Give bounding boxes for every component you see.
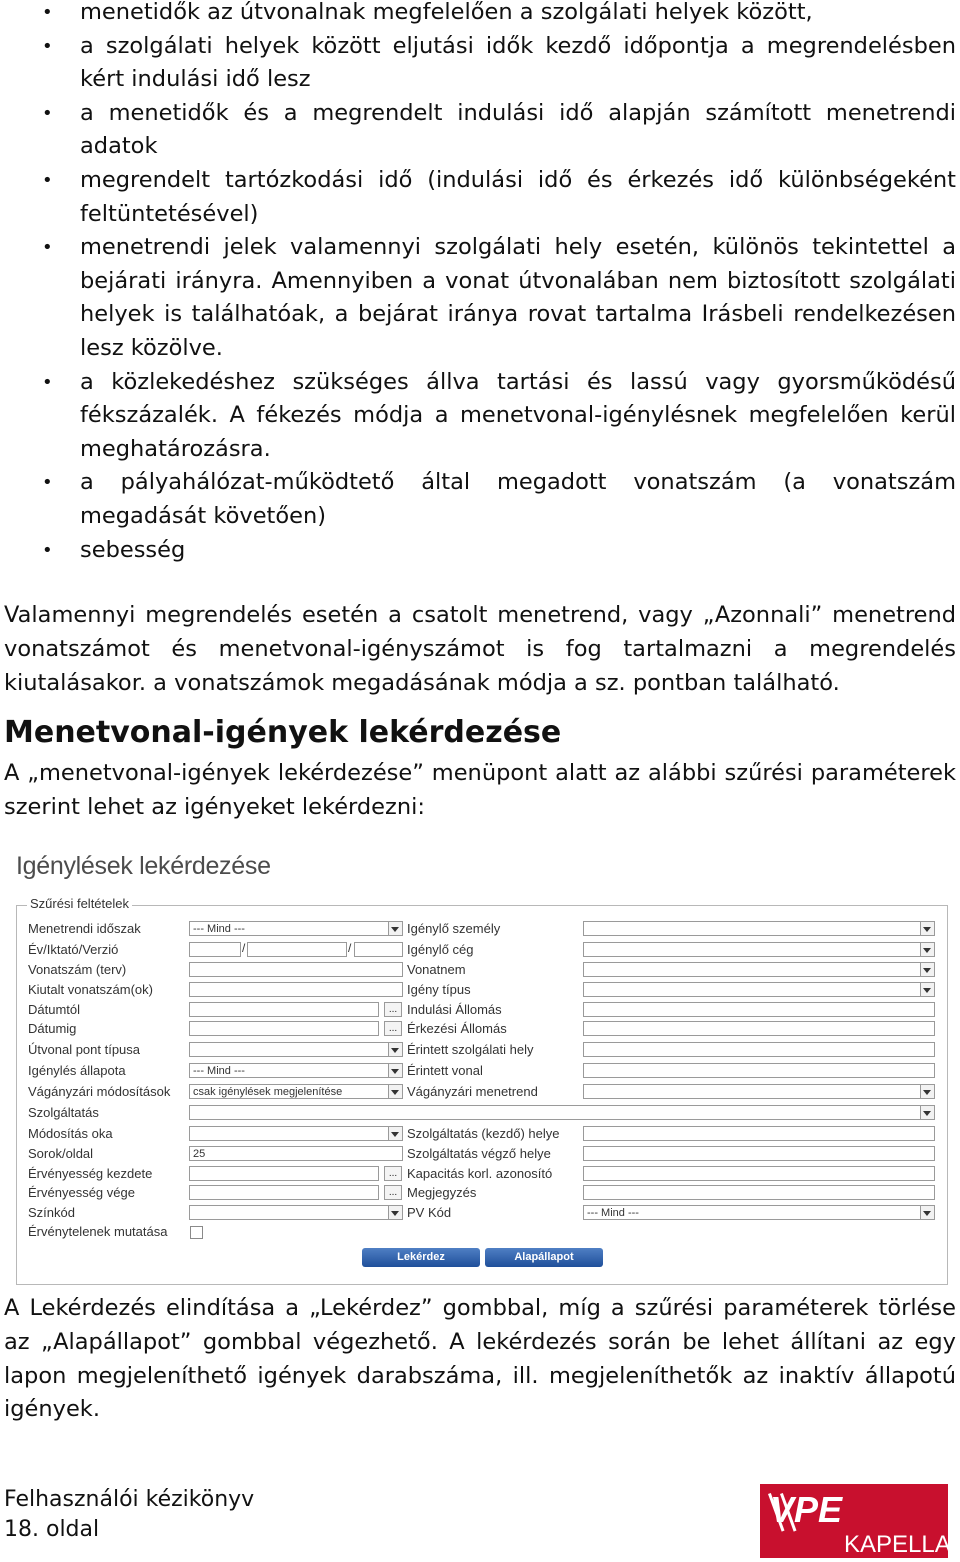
capacity-restriction-id-input[interactable] <box>583 1166 935 1181</box>
paragraph-query-help: A Lekérdezés elindítása a „Lekérdez” gombbal, míg a szűrési paraméterek törlése az „Alapállapot” gombbal végezhető. A lekérdezés során be lehet állítani az egy lapon megjeleníthető igények darabszáma, ill. megjeleníthetők az inaktív állapotú igények. <box>4 1295 956 1423</box>
logo-vpe-text: VPE <box>770 1489 843 1530</box>
label-request-type: Igény típus <box>407 982 471 997</box>
list-item: • a menetidők és a megrendelt indulási idő alapján számított menetrendi adatok <box>4 97 956 164</box>
logo-kapella-text: KAPELLA <box>844 1531 948 1558</box>
affected-location-input[interactable] <box>583 1042 935 1057</box>
allocated-train-number-input[interactable] <box>189 982 403 997</box>
service-select[interactable] <box>189 1105 935 1120</box>
label-timetable-period: Menetrendi időszak <box>28 921 141 936</box>
version-input[interactable] <box>354 942 403 957</box>
validity-end-input[interactable] <box>189 1185 379 1200</box>
label-allocated-train-number: Kiutalt vonatszám(ok) <box>28 982 153 997</box>
service-start-place-input[interactable] <box>583 1126 935 1141</box>
label-service-start-place: Szolgáltatás (kezdő) helye <box>407 1126 560 1141</box>
train-number-input[interactable] <box>189 962 403 977</box>
label-train-number: Vonatszám (terv) <box>28 962 127 977</box>
change-reason-select[interactable] <box>189 1126 403 1141</box>
label-possession-changes: Vágányzári módosítások <box>28 1084 171 1099</box>
query-screenshot <box>10 850 950 1288</box>
chevron-down-icon <box>391 1132 399 1137</box>
requester-person-select[interactable] <box>583 921 935 936</box>
label-route-point-type: Útvonal pont típusa <box>28 1042 141 1057</box>
footer-manual-title: Felhasználói kézikönyv <box>4 1487 255 1512</box>
requirements-list <box>4 0 956 567</box>
chevron-down-icon <box>923 1090 931 1095</box>
list-item: • menetidők az útvonalnak megfelelően a szolgálati helyek között, <box>4 0 956 30</box>
label-date-from: Dátumtól <box>28 1002 81 1017</box>
service-end-place-input[interactable] <box>583 1146 935 1161</box>
route-point-type-select[interactable] <box>189 1042 403 1057</box>
departure-station-input[interactable] <box>583 1002 935 1017</box>
label-date-to: Dátumig <box>28 1021 77 1036</box>
label-requester-company: Igénylő cég <box>407 942 474 957</box>
chevron-down-icon <box>391 1211 399 1216</box>
list-item: • megrendelt tartózkodási idő (indulási idő és érkezés idő különbségeként feltüntetésével) <box>4 164 956 231</box>
chevron-down-icon <box>923 1211 931 1216</box>
logo-graphic <box>760 1484 948 1558</box>
date-to-picker-button[interactable]: ... <box>384 1021 402 1036</box>
validity-start-input[interactable] <box>189 1166 379 1181</box>
requester-company-select[interactable] <box>583 942 935 957</box>
label-show-invalid: Érvénytelenek mutatása <box>28 1224 168 1239</box>
train-type-select[interactable] <box>583 962 935 977</box>
label-year-ref-version: Év/Iktató/Verzió <box>28 942 119 957</box>
chevron-down-icon <box>391 1048 399 1053</box>
label-service-end-place: Szolgáltatás végző helye <box>407 1146 551 1161</box>
chevron-down-icon <box>923 1111 931 1116</box>
pv-code-select[interactable] <box>583 1205 935 1220</box>
request-status-select[interactable] <box>189 1063 403 1078</box>
query-button[interactable]: Lekérdez <box>362 1248 480 1267</box>
show-invalid-checkbox[interactable] <box>190 1226 203 1239</box>
list-item: • a szolgálati helyek között eljutási idők kezdő időpontja a megrendelésben kért indulási idő lesz <box>4 30 956 97</box>
screenshot-title: Igénylések lekérdezése <box>16 852 271 880</box>
label-rows-per-page: Sorok/oldal <box>28 1146 94 1161</box>
possession-timetable-select[interactable] <box>583 1084 935 1099</box>
date-from-picker-button[interactable]: ... <box>384 1002 402 1017</box>
chevron-down-icon <box>923 988 931 993</box>
color-code-select[interactable] <box>189 1205 403 1220</box>
label-requester-person: Igénylő személy <box>407 921 501 936</box>
footer-page-number: 18. oldal <box>4 1517 100 1542</box>
validity-end-picker-button[interactable]: ... <box>384 1185 402 1200</box>
label-service: Szolgáltatás <box>28 1105 99 1120</box>
arrival-station-input[interactable] <box>583 1021 935 1036</box>
reference-input[interactable] <box>247 942 347 957</box>
request-status-value: --- Mind --- <box>193 1065 245 1077</box>
list-item: • menetrendi jelek valamennyi szolgálati hely esetén, különös tekintettel a bejárati irányra. Amennyiben a vonat útvonalában nem biztosított szolgálati helyek is találhatóak, a bejárat iránya rovat tartalma Irásbeli rendelkezésen lesz közölve. <box>4 231 956 365</box>
chevron-down-icon <box>391 927 399 932</box>
chevron-down-icon <box>923 927 931 932</box>
note-input[interactable] <box>583 1185 935 1200</box>
list-item: • sebesség <box>4 534 956 568</box>
rows-per-page-input[interactable] <box>189 1146 403 1161</box>
label-affected-line: Érintett vonal <box>407 1063 483 1078</box>
paragraph-intro: A „menetvonal-igények lekérdezése” menüpont alatt az alábbi szűrési paraméterek szerint lehet az igényeket lekérdezni: <box>4 760 956 821</box>
affected-line-input[interactable] <box>583 1063 935 1078</box>
list-item: • a pályahálózat-működtető által megadott vonatszám (a vonatszám megadását követően) <box>4 466 956 533</box>
rows-per-page-value: 25 <box>193 1148 206 1160</box>
filter-legend: Szűrési feltételek <box>27 896 132 911</box>
possession-changes-select[interactable] <box>189 1084 403 1099</box>
label-arrival-station: Érkezési Állomás <box>407 1021 507 1036</box>
separator-slash: / <box>242 941 246 955</box>
label-pv-code: PV Kód <box>407 1205 452 1220</box>
label-note: Megjegyzés <box>407 1185 477 1200</box>
date-to-input[interactable] <box>189 1021 379 1036</box>
label-request-status: Igénylés állapota <box>28 1063 126 1078</box>
chevron-down-icon <box>923 948 931 953</box>
separator-slash: / <box>348 941 352 955</box>
filter-panel <box>16 896 948 1285</box>
paragraph-train-numbers: Valamennyi megrendelés esetén a csatolt menetrend, vagy „Azonnali” menetrend vonatszámot és menetvonal-igényszámot is fog tartalmazni a megrendelés kiutalásakor. a vonatszámok megadásának módja a sz. pontban található. <box>4 602 956 696</box>
date-from-input[interactable] <box>189 1002 379 1017</box>
document-body <box>4 0 956 825</box>
chevron-down-icon <box>391 1069 399 1074</box>
validity-start-picker-button[interactable]: ... <box>384 1166 402 1181</box>
chevron-down-icon <box>391 1090 399 1095</box>
label-departure-station: Indulási Állomás <box>407 1002 502 1017</box>
list-item: • a közlekedéshez szükséges állva tartási és lassú vagy gyorsműködésű fékszázalék. A fékezés módja a menetvonal-igénylésnek megfelelően kerül meghatározásra. <box>4 366 956 467</box>
request-type-select[interactable] <box>583 982 935 997</box>
label-color-code: Színkód <box>28 1205 75 1220</box>
label-train-type: Vonatnem <box>407 962 466 977</box>
chevron-down-icon <box>923 968 931 973</box>
label-validity-end: Érvényesség vége <box>28 1185 135 1200</box>
possession-changes-value: csak igénylések megjelenítése <box>193 1086 343 1098</box>
pv-code-value: --- Mind --- <box>587 1207 639 1219</box>
timetable-period-value: --- Mind --- <box>193 923 245 935</box>
section-heading: Menetvonal-igények lekérdezése <box>4 715 562 751</box>
label-affected-location: Érintett szolgálati hely <box>407 1042 534 1057</box>
vpe-kapella-logo <box>760 1484 948 1558</box>
reset-button[interactable]: Alapállapot <box>485 1248 603 1267</box>
year-input[interactable] <box>189 942 241 957</box>
timetable-period-select[interactable] <box>189 921 403 936</box>
label-capacity-restriction-id: Kapacitás korl. azonosító <box>407 1166 553 1181</box>
label-possession-timetable: Vágányzári menetrend <box>407 1084 538 1099</box>
label-validity-start: Érvényesség kezdete <box>28 1166 153 1181</box>
label-change-reason: Módosítás oka <box>28 1126 113 1141</box>
